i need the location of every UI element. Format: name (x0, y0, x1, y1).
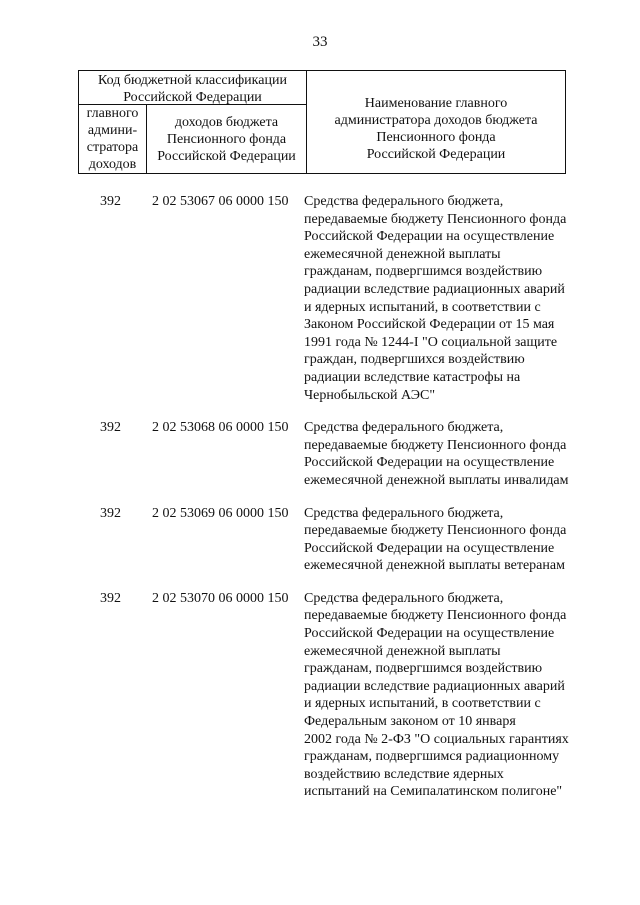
header-line: Российской Федерации (123, 90, 262, 105)
header-line: Пенсионного фонда (376, 130, 496, 145)
table-row (0, 193, 640, 404)
description-line: Российской Федерации на осуществление (304, 455, 555, 471)
header-line: админи- (87, 123, 138, 138)
admin-code-cell: 392 (100, 420, 121, 436)
description-cell (304, 419, 584, 489)
description-line: ежемесячной денежной выплаты (304, 643, 501, 659)
description-line: граждан, подвергшихся воздействию (304, 352, 525, 368)
header-line: доходов (88, 157, 137, 172)
description-line: Средства федерального бюджета, (304, 505, 504, 521)
header-line: Код бюджетной классификации (98, 73, 287, 88)
page-number: 33 (312, 34, 328, 50)
description-line: Законом Российской Федерации от 15 мая (304, 317, 555, 333)
table-row (0, 419, 640, 489)
description-cell (304, 505, 584, 575)
description-line: и ядерных испытаний, в соответствии с (304, 696, 541, 712)
description-line: гражданам, подвергшимся радиационному (304, 749, 560, 765)
header-line: Пенсионного фонда (166, 132, 287, 147)
description-line: Российской Федерации на осуществление (304, 540, 555, 556)
description-line: гражданам, подвергшимся воздействию (304, 661, 543, 677)
income-code-cell: 2 02 53067 06 0000 150 (152, 194, 289, 209)
admin-code-cell: 392 (100, 194, 121, 209)
description-line: Чернобыльской АЭС" (304, 387, 436, 403)
table-body (0, 193, 640, 801)
description-line: Средства федерального бюджета, (304, 420, 504, 436)
income-code-cell: 2 02 53070 06 0000 150 (152, 590, 289, 606)
admin-code-cell: 392 (100, 505, 121, 521)
description-line: передаваемые бюджету Пенсионного фонда (304, 608, 567, 624)
description-line: Российской Федерации на осуществление (304, 229, 555, 245)
description-line: передаваемые бюджету Пенсионного фонда (304, 437, 567, 453)
description-line: 2002 года № 2-ФЗ "О социальных гарантиях (304, 731, 569, 747)
header-main-administrator (79, 105, 147, 173)
header-income-code (147, 105, 307, 173)
table-row (0, 505, 640, 575)
income-code-cell: 2 02 53068 06 0000 150 (152, 420, 289, 436)
header-administrator-name (307, 71, 565, 173)
description-line: гражданам, подвергшимся воздействию (304, 264, 543, 280)
description-line: ежемесячной денежной выплаты ветеранам (304, 558, 565, 574)
description-line: передаваемые бюджету Пенсионного фонда (304, 523, 567, 539)
description-cell (304, 193, 584, 404)
description-cell (304, 590, 584, 801)
header-line: Российской Федерации (366, 147, 506, 162)
description-line: радиации вследствие катастрофы на (304, 369, 521, 385)
header-line: главного (86, 106, 139, 121)
table-row (0, 590, 640, 801)
description-line: и ядерных испытаний, в соответствии с (304, 299, 541, 315)
table-header (78, 70, 566, 174)
header-budget-code-group (79, 71, 307, 105)
income-code-cell: 2 02 53069 06 0000 150 (152, 505, 289, 521)
header-line: доходов бюджета (174, 115, 279, 130)
description-line: Средства федерального бюджета, (304, 194, 504, 209)
description-line: 1991 года № 1244-I "О социальной защите (304, 334, 558, 350)
description-line: Федеральным законом от 10 января (304, 714, 516, 730)
description-line: Средства федерального бюджета, (304, 590, 504, 606)
description-line: радиации вследствие радиационных аварий (304, 678, 565, 694)
header-line: Российской Федерации (157, 149, 296, 164)
description-line: радиации вследствие радиационных аварий (304, 281, 565, 297)
header-line: стратора (86, 140, 139, 155)
description-line: ежемесячной денежной выплаты (304, 246, 501, 262)
admin-code-cell: 392 (100, 590, 121, 606)
header-line: Наименование главного (364, 96, 508, 111)
header-line: администратора доходов бюджета (334, 113, 538, 128)
description-line: передаваемые бюджету Пенсионного фонда (304, 211, 567, 227)
description-line: ежемесячной денежной выплаты инвалидам (304, 472, 569, 488)
description-line: воздействию вследствие ядерных (304, 766, 504, 782)
description-line: Российской Федерации на осуществление (304, 626, 555, 642)
description-line: испытаний на Семипалатинском полигоне" (304, 784, 563, 800)
